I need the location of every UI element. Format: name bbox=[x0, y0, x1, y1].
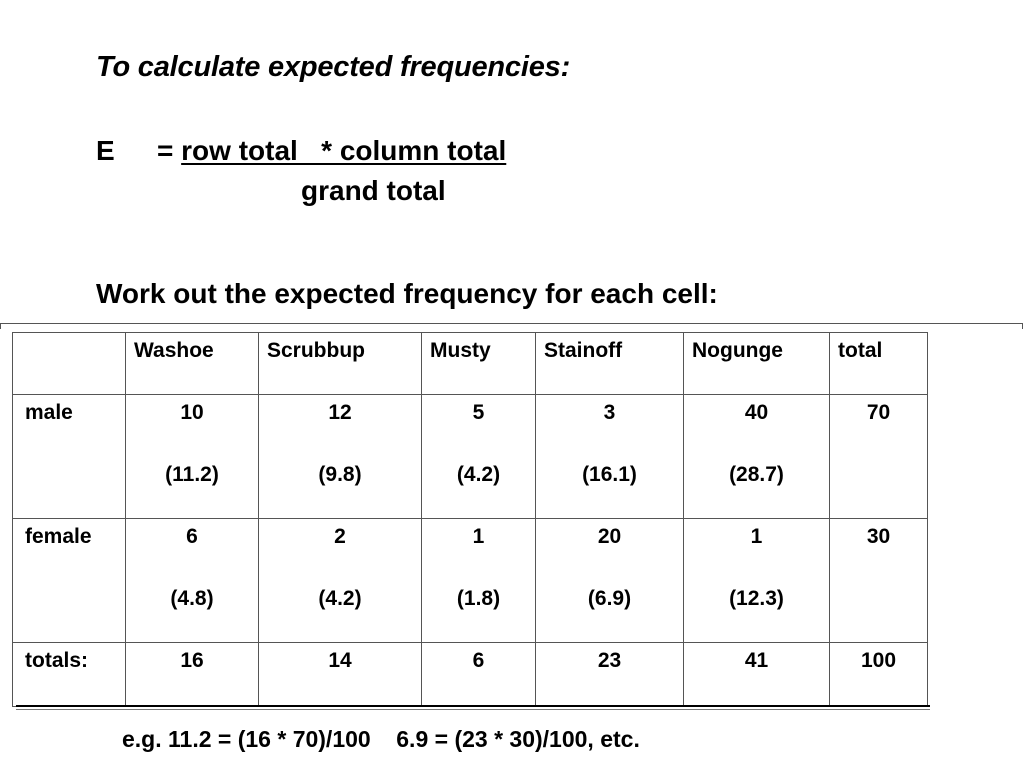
grand-total-value: 100 bbox=[830, 643, 928, 707]
header-cell: Stainoff bbox=[536, 333, 684, 395]
column-total-value: 23 bbox=[536, 643, 684, 707]
formula-denominator: grand total bbox=[301, 175, 446, 206]
header-cell: Musty bbox=[422, 333, 536, 395]
expected-value: (6.9) bbox=[587, 587, 632, 610]
example-calculation: e.g. 11.2 = (16 * 70)/100 6.9 = (23 * 30)/100, etc. bbox=[122, 726, 640, 752]
expected-value: (12.3) bbox=[729, 587, 784, 610]
formula-numerator-line bbox=[157, 135, 506, 167]
row-label: male bbox=[13, 395, 126, 519]
table-bottom-rule bbox=[16, 705, 930, 707]
observed-value: 5 bbox=[472, 401, 485, 424]
formula-equals: = bbox=[157, 135, 182, 166]
table-cell bbox=[684, 519, 830, 643]
table-cell bbox=[536, 519, 684, 643]
table-cell bbox=[422, 395, 536, 519]
row-label: totals: bbox=[13, 643, 126, 707]
observed-value: 10 bbox=[180, 401, 204, 424]
expected-value: (4.2) bbox=[456, 463, 501, 486]
observed-value: 6 bbox=[186, 525, 198, 548]
table-cell bbox=[259, 519, 422, 643]
expected-value: (4.8) bbox=[170, 587, 214, 610]
column-total-value: 14 bbox=[259, 643, 422, 707]
expected-value: (11.2) bbox=[165, 463, 219, 486]
row-total-value: 70 bbox=[866, 401, 891, 424]
table-header-row bbox=[13, 333, 928, 395]
divider-tick-right bbox=[1022, 323, 1023, 329]
table-cell bbox=[259, 395, 422, 519]
table-cell bbox=[684, 395, 830, 519]
header-cell: Nogunge bbox=[684, 333, 830, 395]
table-cell bbox=[126, 519, 259, 643]
observed-value: 1 bbox=[472, 525, 485, 548]
expected-value: (1.8) bbox=[456, 587, 501, 610]
frequency-table-container bbox=[12, 332, 928, 707]
table-bottom-rule-secondary bbox=[16, 709, 930, 710]
frequency-table bbox=[12, 332, 928, 707]
divider-line bbox=[0, 323, 1023, 324]
instruction: Work out the expected frequency for each cell: bbox=[96, 278, 718, 309]
observed-value: 20 bbox=[597, 525, 622, 548]
expected-value: (16.1) bbox=[582, 463, 637, 486]
row-total-value: 30 bbox=[866, 525, 891, 548]
header-cell: Scrubbup bbox=[259, 333, 422, 395]
table-row-male bbox=[13, 395, 928, 519]
table-cell bbox=[422, 519, 536, 643]
heading: To calculate expected frequencies: bbox=[96, 51, 571, 83]
header-cell: total bbox=[830, 333, 928, 395]
table-cell bbox=[830, 519, 928, 643]
column-total-value: 6 bbox=[422, 643, 536, 707]
header-cell bbox=[13, 333, 126, 395]
table-cell bbox=[126, 395, 259, 519]
table-totals-row bbox=[13, 643, 928, 707]
observed-value: 3 bbox=[603, 401, 616, 424]
expected-value: (4.2) bbox=[318, 587, 362, 610]
column-total-value: 16 bbox=[126, 643, 259, 707]
observed-value: 12 bbox=[328, 401, 352, 424]
observed-value: 1 bbox=[750, 525, 763, 548]
observed-value: 2 bbox=[334, 525, 346, 548]
observed-value: 40 bbox=[744, 401, 769, 424]
expected-value: (9.8) bbox=[318, 463, 362, 486]
row-label: female bbox=[13, 519, 126, 643]
expected-value: (28.7) bbox=[729, 463, 784, 486]
formula-symbol: E bbox=[96, 135, 115, 166]
table-cell bbox=[830, 395, 928, 519]
table-row-female bbox=[13, 519, 928, 643]
divider-tick-left bbox=[0, 323, 1, 329]
formula-numerator: row total * column total bbox=[181, 135, 507, 166]
header-cell: Washoe bbox=[126, 333, 259, 395]
column-total-value: 41 bbox=[684, 643, 830, 707]
table-cell bbox=[536, 395, 684, 519]
